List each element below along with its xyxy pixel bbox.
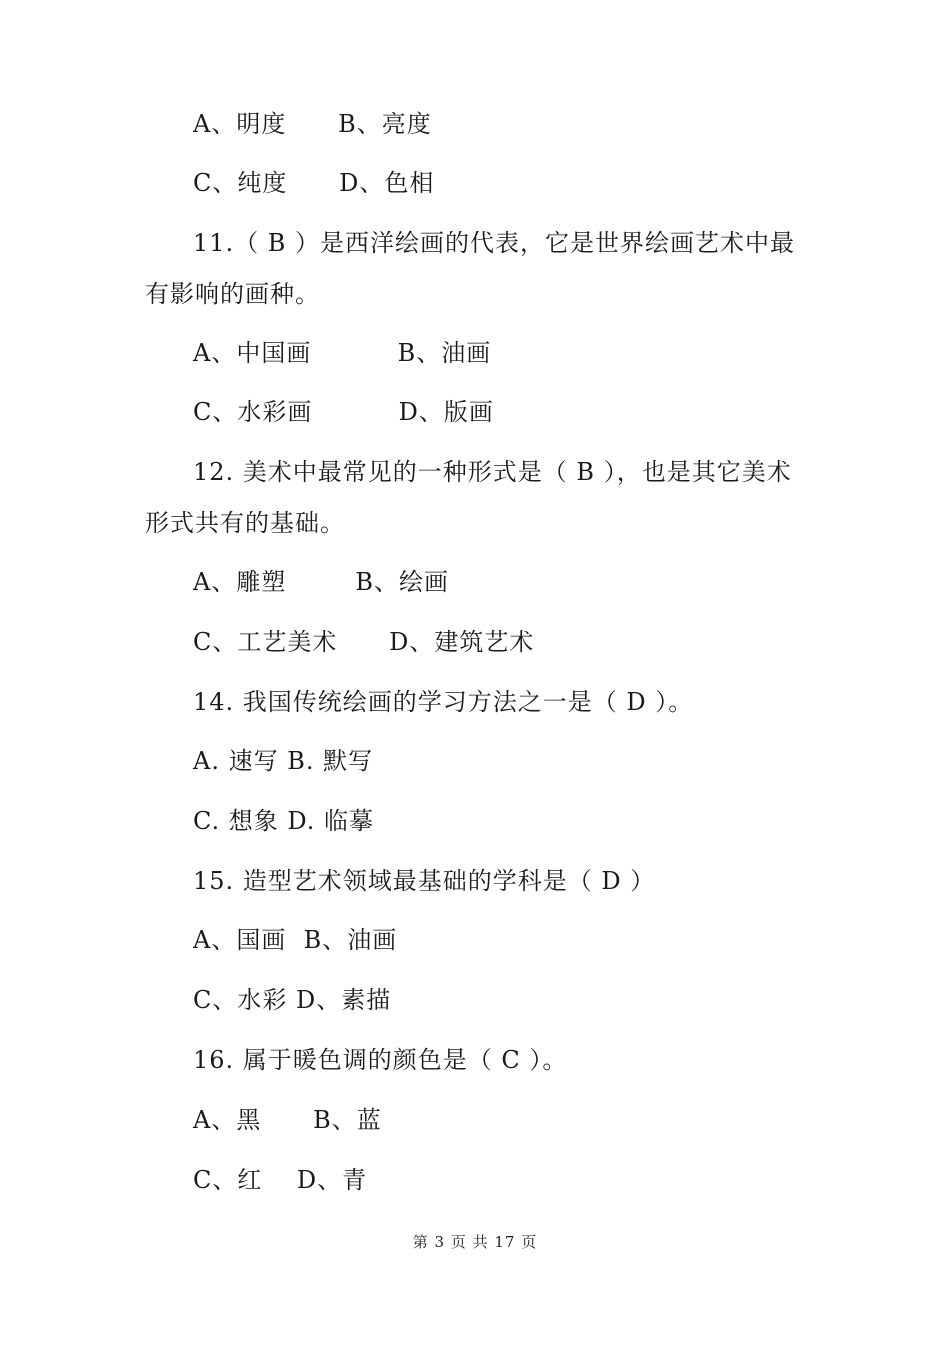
- option-line-10ab: A、明度 B、亮度: [193, 110, 432, 138]
- question-16: 16. 属于暖色调的颜色是（ C ）。: [193, 1046, 568, 1074]
- option-line-12ab: A、雕塑 B、绘画: [193, 568, 449, 596]
- page-footer: 第 3 页 共 17 页: [412, 1233, 538, 1251]
- option-line-14cd: C. 想象 D. 临摹: [193, 807, 375, 835]
- question-14: 14. 我国传统绘画的学习方法之一是（ D ）。: [193, 688, 694, 716]
- option-line-14ab: A. 速写 B. 默写: [193, 747, 374, 775]
- option-line-16ab: A、黑 B、蓝: [193, 1106, 382, 1134]
- question-12: 12. 美术中最常见的一种形式是（ B ），也是其它美术: [193, 458, 792, 486]
- option-line-11cd: C、水彩画 D、版画: [193, 398, 494, 426]
- option-line-15cd: C、水彩 D、素描: [193, 986, 392, 1014]
- option-line-11ab: A、中国画 B、油画: [193, 339, 492, 367]
- question-11-cont: 有影响的画种。: [145, 280, 320, 308]
- option-line-10cd: C、纯度 D、色相: [193, 169, 435, 197]
- option-line-12cd: C、工艺美术 D、建筑艺术: [193, 628, 535, 656]
- question-12-cont: 形式共有的基础。: [145, 509, 345, 537]
- question-11: 11.（ B ）是西洋绘画的代表，它是世界绘画艺术中最: [193, 229, 796, 257]
- option-line-16cd: C、红 D、青: [193, 1166, 368, 1194]
- question-15: 15. 造型艺术领域最基础的学科是（ D ）: [193, 867, 656, 895]
- option-line-15ab: A、国画 B、油画: [193, 926, 398, 954]
